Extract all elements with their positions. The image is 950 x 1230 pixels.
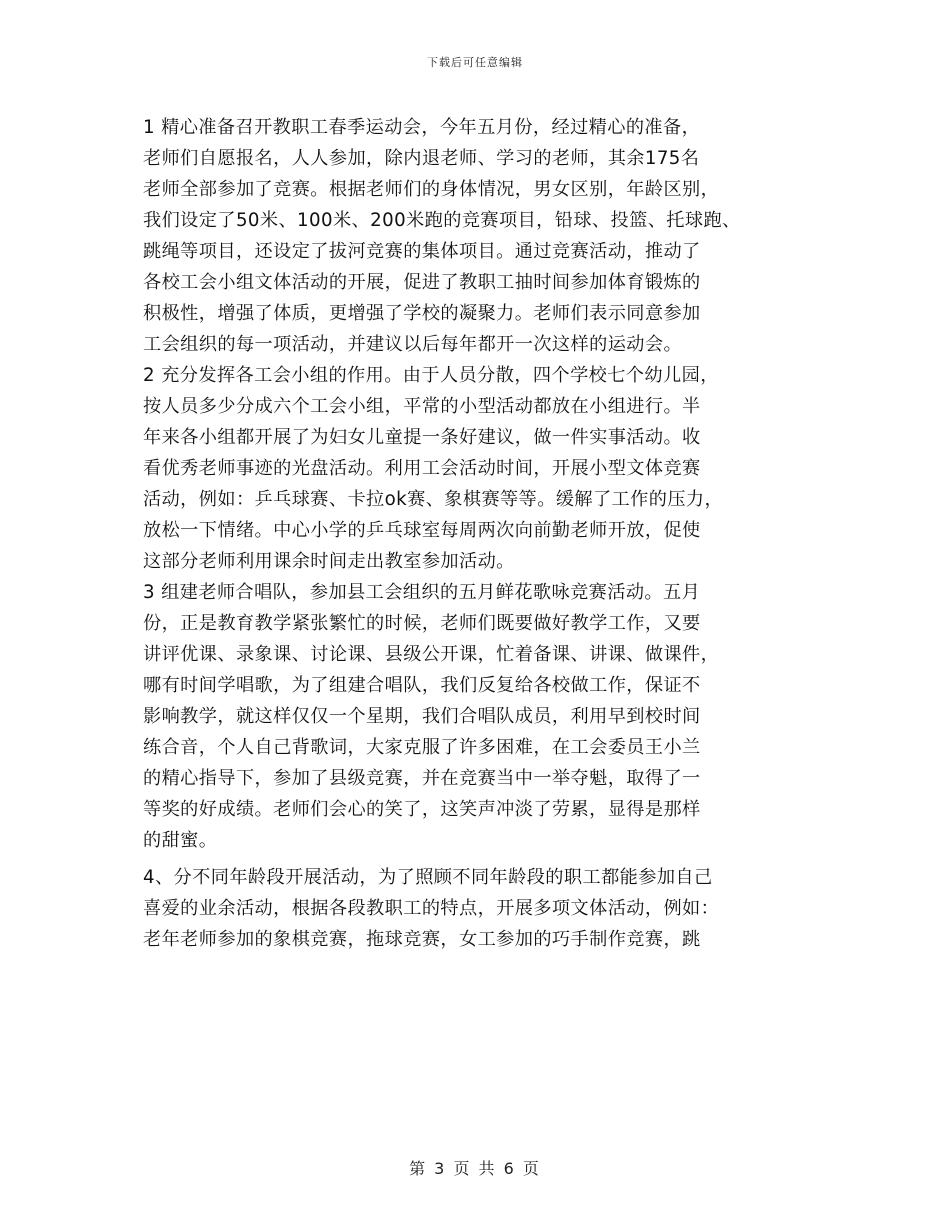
text-line: 3 组建老师合唱队，参加县工会组织的五月鲜花歌咏竞赛活动。五月 bbox=[143, 582, 701, 603]
page-header-note: 下载后可任意编辑 bbox=[427, 56, 523, 69]
text-line: 喜爱的业余活动，根据各段教职工的特点，开展多项文体活动，例如： bbox=[143, 898, 720, 919]
text-line: 2 充分发挥各工会小组的作用。由于人员分散，四个学校七个幼儿园， bbox=[143, 365, 719, 386]
text-line: 按人员多少分成六个工会小组，平常的小型活动都放在小组进行。半 bbox=[143, 396, 701, 417]
text-line: 放松一下情绪。中心小学的乒乓球室每周两次向前勤老师开放，促使 bbox=[143, 520, 701, 541]
text-line: 等奖的好成绩。老师们会心的笑了，这笑声冲淡了劳累，显得是那样 bbox=[143, 799, 701, 820]
text-line: 老年老师参加的象棋竞赛，拖球竞赛，女工参加的巧手制作竞赛，跳 bbox=[143, 929, 701, 950]
text-line: 年来各小组都开展了为妇女儿童提一条好建议，做一件实事活动。收 bbox=[143, 427, 701, 448]
text-line: 各校工会小组文体活动的开展，促进了教职工抽时间参加体育锻炼的 bbox=[143, 272, 701, 293]
text-line: 看优秀老师事迹的光盘活动。利用工会活动时间，开展小型文体竞赛 bbox=[143, 458, 701, 479]
text-line: 老师们自愿报名，人人参加，除内退老师、学习的老师，其余175名 bbox=[143, 148, 700, 169]
text-line: 的甜蜜。 bbox=[143, 830, 218, 851]
text-line: 工会组织的每一项活动，并建议以后每年都开一次这样的运动会。 bbox=[143, 334, 683, 355]
text-line: 老师全部参加了竞赛。根据老师们的身体情况，男女区别，年龄区别， bbox=[143, 179, 720, 200]
text-line: 影响教学，就这样仅仅一个星期，我们合唱队成员，利用早到校时间 bbox=[143, 706, 701, 727]
text-line: 跳绳等项目，还设定了拔河竞赛的集体项目。通过竞赛活动，推动了 bbox=[143, 241, 701, 262]
text-line: 积极性，增强了体质，更增强了学校的凝聚力。老师们表示同意参加 bbox=[143, 303, 701, 324]
text-line: 1 精心准备召开教职工春季运动会，今年五月份，经过精心的准备， bbox=[143, 117, 701, 138]
text-line: 这部分老师利用课余时间走出教室参加活动。 bbox=[143, 551, 515, 572]
text-line: 讲评优课、录象课、讨论课、县级公开课，忙着备课、讲课、做课件， bbox=[143, 644, 720, 665]
text-line: 我们设定了50米、100米、200米跑的竞赛项目，铅球、投篮、托球跑、 bbox=[143, 210, 741, 231]
page-number: 第 3 页 共 6 页 bbox=[409, 1159, 541, 1178]
text-line: 的精心指导下，参加了县级竞赛，并在竞赛当中一举夺魁，取得了一 bbox=[143, 768, 701, 789]
text-line: 练合音，个人自己背歌词，大家克服了许多困难，在工会委员王小兰 bbox=[143, 737, 701, 758]
text-line: 4、分不同年龄段开展活动，为了照顾不同年龄段的职工都能参加自己 bbox=[143, 867, 713, 888]
text-line: 活动，例如：乒乓球赛、卡拉ok赛、象棋赛等等。缓解了工作的压力， bbox=[143, 489, 724, 510]
document-body bbox=[143, 112, 823, 955]
text-line: 份，正是教育教学紧张繁忙的时候，老师们既要做好教学工作，又要 bbox=[143, 613, 701, 634]
text-line: 哪有时间学唱歌，为了组建合唱队，我们反复给各校做工作，保证不 bbox=[143, 675, 701, 696]
